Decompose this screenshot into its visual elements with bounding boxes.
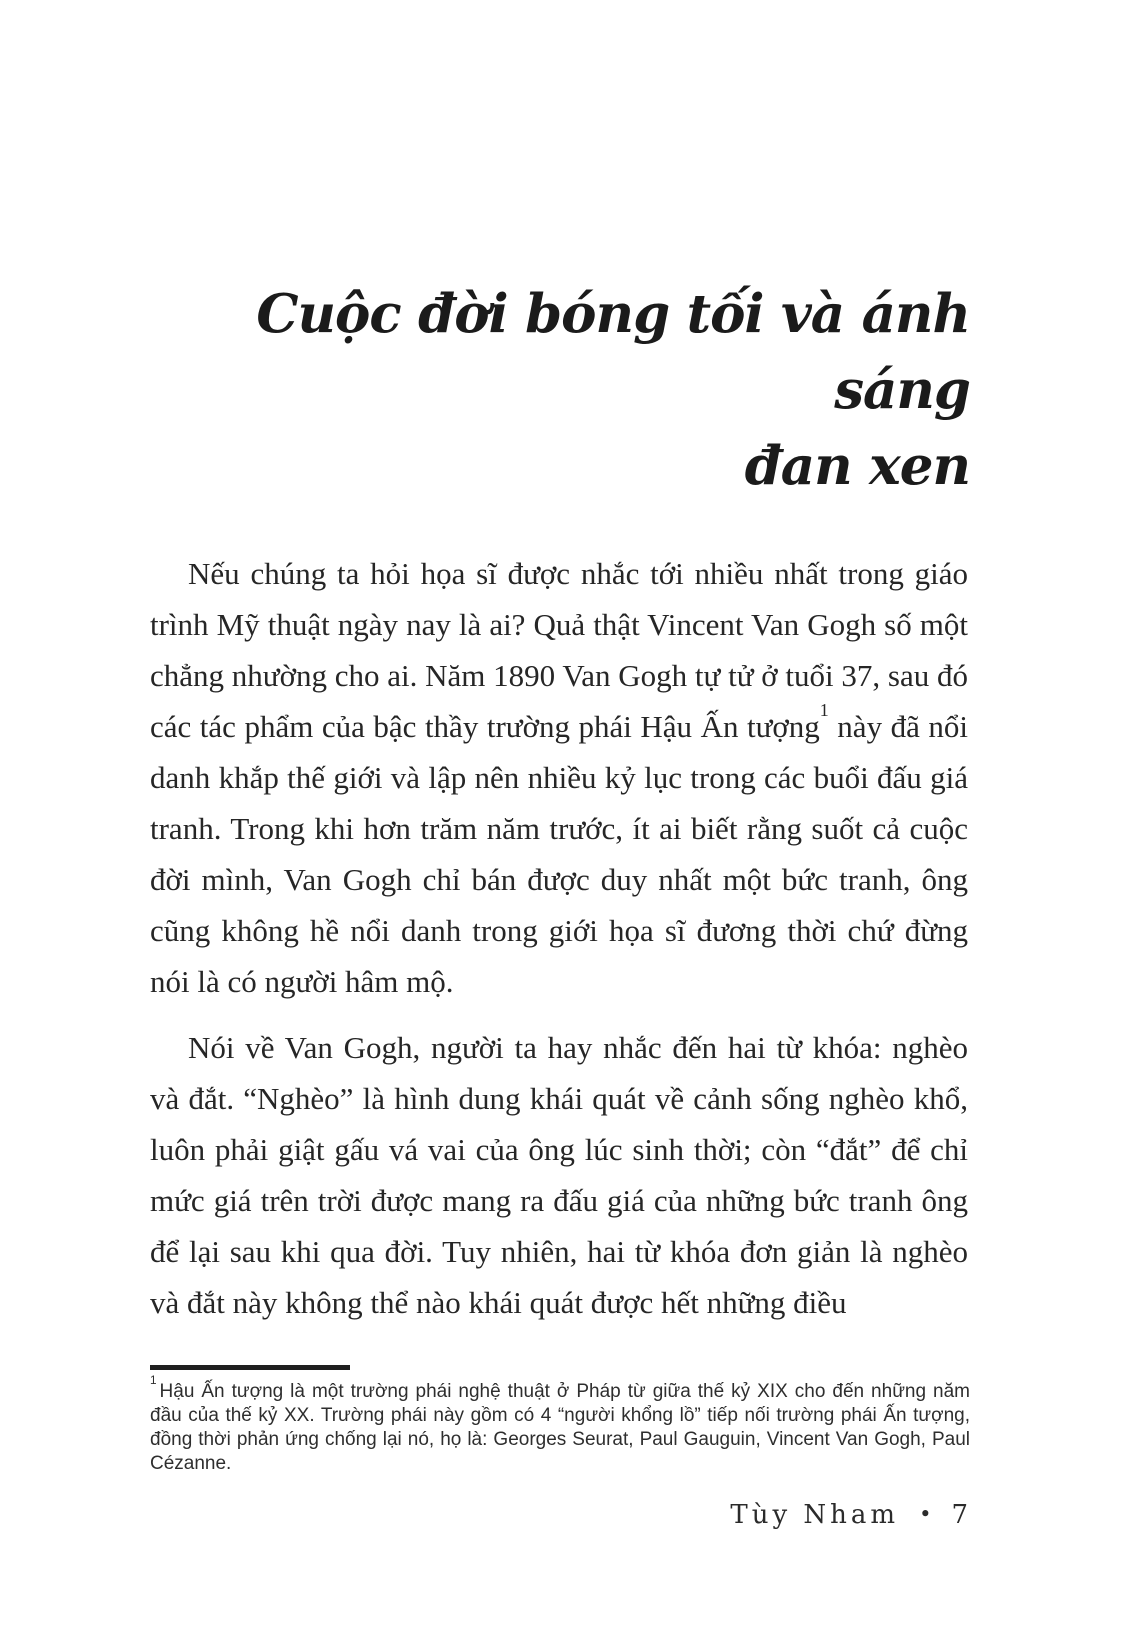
chapter-title-line-2: đan xen	[744, 435, 970, 497]
chapter-title	[110, 276, 970, 504]
paragraph-1	[150, 548, 968, 1007]
chapter-title-line-1: Cuộc đời bóng tối và ánh sáng	[256, 283, 970, 421]
paragraph-1-text-after-ref: này đã nổi danh khắp thế giới và lập nên nhiều kỷ lục trong các buổi đấu giá tranh. Trong khi hơn trăm năm trước, ít ai biết rằng suốt cả cuộc đời mình, Van Gogh chỉ bán được duy nhất một bức tranh, ông cũng không hề nổi danh trong giới họa sĩ đương thời chứ đừng nói là có người hâm mộ.	[150, 709, 968, 999]
running-head-author: Tùy Nham	[730, 1500, 900, 1530]
footnote	[150, 1373, 970, 1476]
page-number: 7	[951, 1500, 972, 1530]
footnote-marker: 1	[150, 1373, 157, 1387]
bullet-separator: •	[919, 1502, 932, 1526]
paragraph-2: Nói về Van Gogh, người ta hay nhắc đến hai từ khóa: nghèo và đắt. “Nghèo” là hình dung khái quát về cảnh sống nghèo khổ, luôn phải giật gấu vá vai của ông lúc sinh thời; còn “đắt” để chỉ mức giá trên trời được mang ra đấu giá của những bức tranh ông để lại sau khi qua đời. Tuy nhiên, hai từ khóa đơn giản là nghèo và đắt này không thể nào khái quát được hết những điều	[150, 1030, 968, 1320]
paragraph-1-text-before-ref: Nếu chúng ta hỏi họa sĩ được nhắc tới nhiều nhất trong giáo trình Mỹ thuật ngày nay là ai? Quả thật Vincent Van Gogh số một chẳng nhường cho ai. Năm 1890 Van Gogh tự tử ở tuổi 37, sau đó các tác phẩm của bậc thầy trường phái Hậu Ấn tượng	[150, 556, 968, 744]
page-footer	[150, 1500, 972, 1530]
footnote-text: Hậu Ấn tượng là một trường phái nghệ thuật ở Pháp từ giữa thế kỷ XIX cho đến những năm đầu của thế kỷ XX. Trường phái này gồm có 4 “người khổng lồ” tiếp nối trường phái Ấn tượng, đồng thời phản ứng chống lại nó, họ là: Georges Seurat, Paul Gauguin, Vincent Van Gogh, Paul Cézanne.	[150, 1381, 970, 1474]
footnote-separator-rule	[150, 1365, 350, 1370]
body-text	[150, 548, 968, 1343]
footnote-reference: 1	[819, 699, 829, 720]
